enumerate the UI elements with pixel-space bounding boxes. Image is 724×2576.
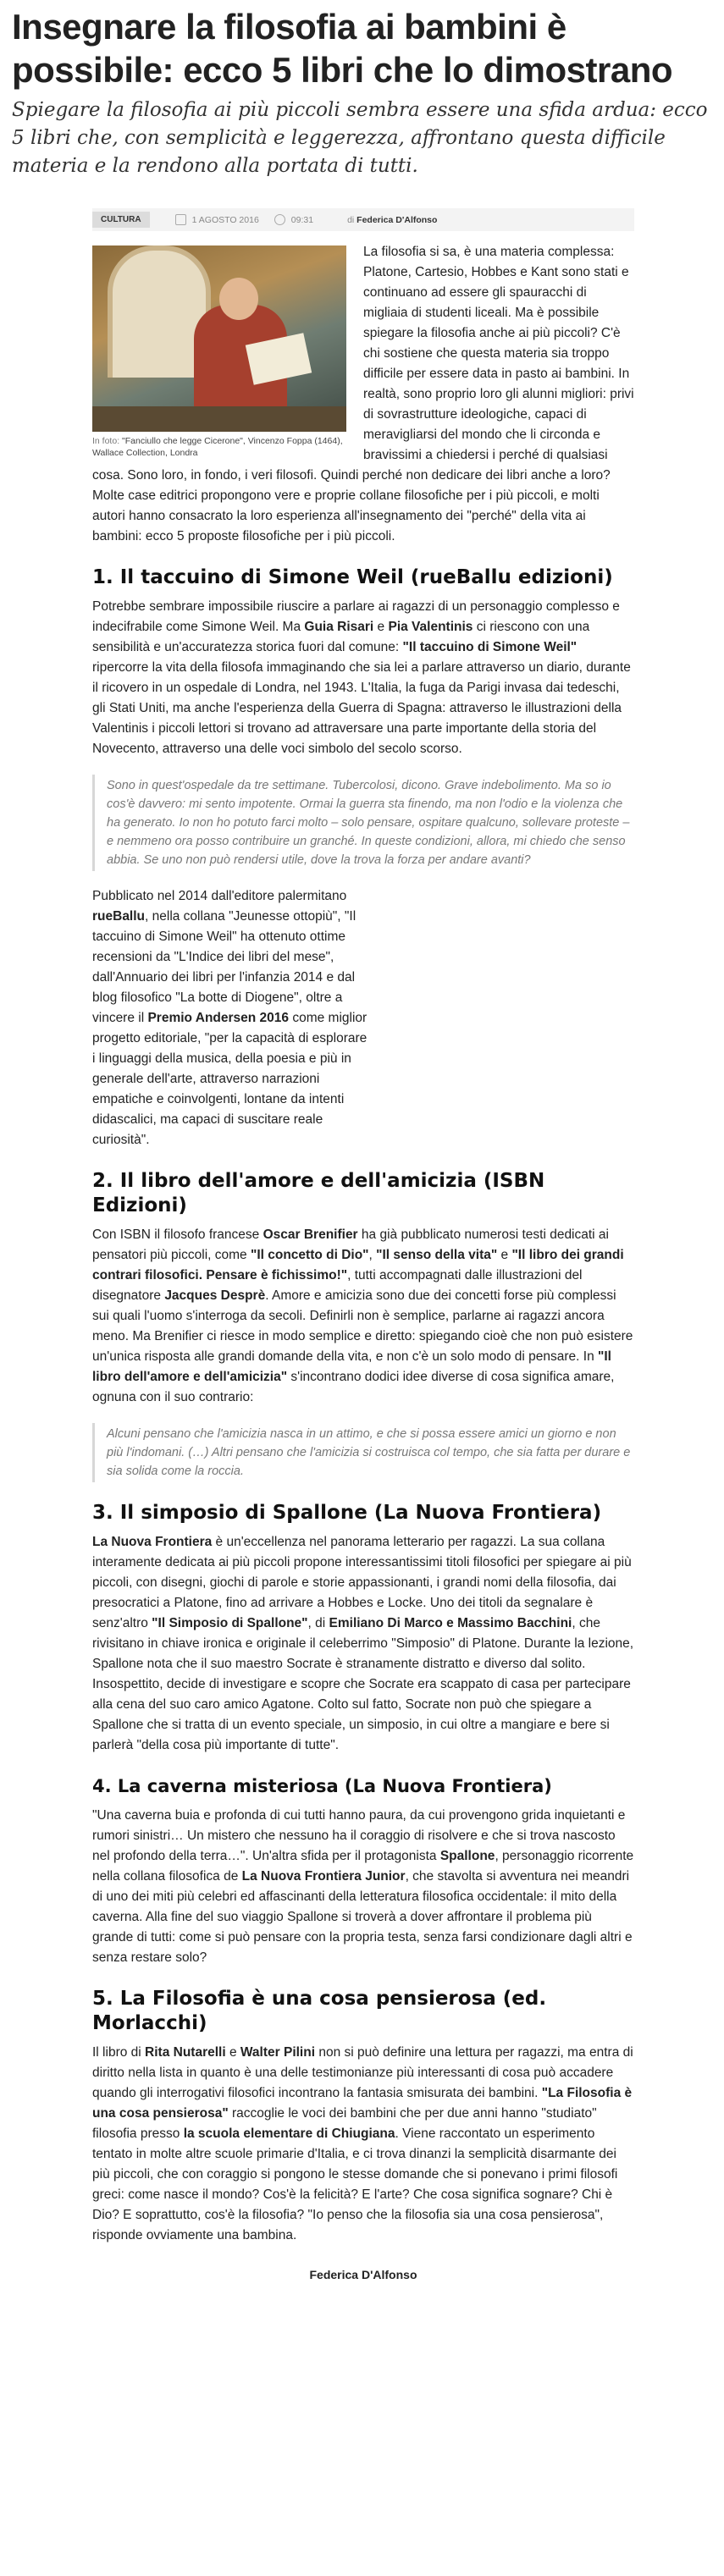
section-heading-2: 2. Il libro dell'amore e dell'amicizia (ISBN Edizioni) xyxy=(92,1170,545,1216)
section-heading-3: 3. Il simposio di Spallone (La Nuova Frontiera) xyxy=(92,1502,602,1524)
author-byline xyxy=(347,215,437,225)
page-title: Insegnare la filosofia ai bambini è possibile: ecco 5 libri che lo dimostrano xyxy=(12,7,673,90)
section-1-paragraph: Potrebbe sembrare impossibile riuscire a parlare ai ragazzi di un personaggio complesso e indecifrabile come Simone Weil. Ma Guia Risari e Pia Valentinis ci riescono con una sensibilità e un'accuratezza storica fuori dal comune: "Il taccuino di Simone Weil" ripercorre la vita della filosofa immaginando che sia lei a parlare attraverso un diario, durante il ricovero in un ospedale di Londra, nel 1943. L'Italia, la fuga da Parigi invasa dai tedeschi, gli Stati Uniti, ma anche l'esperienza della Guerra di Spagna: attraverso le illustrazioni della Valentinis i piccoli lettori si trovano ad attraversare una parte importante della storia del Novecento, attraverso una delle voci simbolo del secolo scorso. xyxy=(92,599,631,756)
category-badge[interactable]: CULTURA xyxy=(92,212,150,228)
article-meta-bar xyxy=(92,208,634,231)
article-subtitle: Spiegare la filosofia ai più piccoli sembra essere una sfida ardua: ecco 5 libri che, con semplicità e leggerezza, affrontano questa difficile materia e la rendono alla portata di tutti. xyxy=(12,99,708,177)
article-body xyxy=(92,242,634,2285)
section-5-paragraph: Il libro di Rita Nutarelli e Walter Pilini non si può definire una lettura per ragazzi, ma entra di diritto nella lista in quanto è una delle testimonianze più interessanti di cosa può accadere quando gli interrogativi filosofici incontrano la fantasia smisurata dei bambini. "La Filosofia è una cosa pensierosa" raccoglie le voci dei bambini che per due anni hanno "studiato" filosofia presso la scuola elementare di Chiugiana. Viene raccontato un esperimento tentato in molte altre scuole primarie d'Italia, e ci trova dinanzi la semplicità disarmante dei più piccoli, che con coraggio si pongono le stesse domande che si ponevano i primi filosofi greci: come nasce il mondo? Cos'è la felicità? E l'arte? Che cosa significa sognare? Chi è Dio? E soprattutto, cos'è la filosofia? "Io penso che la filosofia sia una cosa pensierosa", risponde ovviamente una bambina. xyxy=(92,2045,633,2242)
section-heading-5: 5. La Filosofia è una cosa pensierosa (ed. Morlacchi) xyxy=(92,1988,547,2034)
byline-prefix: di xyxy=(347,214,355,225)
calendar-icon xyxy=(175,214,186,225)
section-1-paragraph-2: Pubblicato nel 2014 dall'editore palermitano rueBallu, nella collana "Jeunesse ottopiù", "Il taccuino di Simone Weil" ha ottenuto ottime recensioni da "L'Indice dei libri del mese", dall'Annuario dei libri per l'infanzia 2014 e dal blog filosofico "La botte di Diogene", oltre a vincere il Premio Andersen 2016 come miglior progetto editoriale, "per la capacità di esplorare i linguaggi della musica, della poesia e più in generale dell'arte, attraverso narrazioni empatiche e coinvolgenti, lontane da intenti didascalici, ma capaci di suscitare reale curiosità". xyxy=(92,889,368,1147)
caption-prefix: In foto: xyxy=(92,436,123,446)
section-3-paragraph: La Nuova Frontiera è un'eccellenza nel panorama letterario per ragazzi. La sua collana interamente dedicata ai più piccoli propone interessantissimi titoli filosofici per spiegare ai più piccoli, con disegni, giochi di parole e storie appassionanti, i grandi nomi della filosofia, dai presocratici a Platone, fino ad arrivare a Hobbes e Locke. Uno dei titoli da segnalare è senz'altro "Il Simposio di Spallone", di Emiliano Di Marco e Massimo Bacchini, che rivisitano in chiave ironica e originale il celeberrimo "Simposio" di Platone. Durante la lezione, Spallone nota che il suo maestro Socrate è stranamente distratto e diverso dal solito. Insospettito, decide di investigare e scopre che Socrate era scappato di casa per partecipare alla cena del suo caro amico Agatone. Colto sul fatto, Socrate non può che spiegare a Spallone che si tratta di un evento speciale, un simposio, in cui oltre a mangiare e bere si parlerà "della cosa più importante di tutte". xyxy=(92,1535,634,1752)
section-4-paragraph: "Una caverna buia e profonda di cui tutti hanno paura, da cui provengono grida inquietanti e rumori sinistri… Un mistero che nessuno ha il coraggio di risolvere e che si trova nascosto nel profondo della terra…". Un'altra sfida per il protagonista Spallone, personaggio ricorrente nella collana filosofica de La Nuova Frontiera Junior, che stavolta si avventura nei meandri di uno dei miti più celebri ed affascinanti della letteratura filosofica occidentale: il mito della caverna. Alla fine del suo viaggio Spallone si troverà a dover affrontare il problema più grande di tutti: come si può pensare con la propria testa, senza farsi condizionare dagli altri e senza restare solo? xyxy=(92,1808,634,1965)
section-heading-1: 1. Il taccuino di Simone Weil (rueBallu edizioni) xyxy=(92,566,613,588)
blockquote-2: Alcuni pensano che l'amicizia nasca in un attimo, e che si possa essere amici un giorno e non più l'indomani. (…) Altri pensano che l'amicizia si costruisca col tempo, che sia fatta per durare e sia solida come la roccia. xyxy=(92,1423,634,1482)
figure-caption xyxy=(92,435,346,459)
caption-text: "Fanciullo che legge Cicerone", Vincenzo Foppa (1464), Wallace Collection, Londra xyxy=(92,436,343,458)
publish-date: 1 AGOSTO 2016 xyxy=(191,214,259,225)
section-2-paragraph: Con ISBN il filosofo francese Oscar Brenifier ha già pubblicato numerosi testi dedicati ai pensatori più piccoli, come "Il concetto di Dio", "Il senso della vita" e "Il libro dei grandi contrari filosofici. Pensare è fichissimo!", tutti accompagnati dalle illustrazioni del disegnatore Jacques Desprè. Amore e amicizia sono due dei concetti forse più complessi sui quali l'uomo s'interroga da secoli. Definirli non è semplice, parlarne ai ragazzi ancora meno. Ma Brenifier ci riesce in modo semplice e diretto: spiegando cioè che non può esistere un'unica risposta alle grandi domande della vita, e non c'è un solo modo di pensare. In "Il libro dell'amore e dell'amicizia" s'incontrano dodici idee diverse di cosa significa amare, ognuna con il suo contrario: xyxy=(92,1227,633,1404)
article-figure xyxy=(92,245,346,459)
clock-icon xyxy=(274,214,285,225)
intro-paragraph: La filosofia si sa, è una materia complessa: Platone, Cartesio, Hobbes e Kant sono stati e continuano ad essere gli spauracchi di migliaia di studenti liceali. Ma è possibile spiegare la filosofia anche ai più piccoli? C'è chi sostiene che questa materia sia troppo difficile per essere data in pasto ai bambini. In realtà, sono proprio loro gli alunni migliori: privi di sovrastrutture ideologiche, capaci di meravigliarsi del mondo che li circonda e bravissimi a chiedersi i perché di qualsiasi cosa. Sono loro, in fondo, i veri filosofi. Quindi perché non dedicare dei libri anche a loro? Molte case editrici propongono vere e proprie collane filosofiche per i più piccoli, e molti autori hanno consacrato la loro esperienza all'insegnamento dei "perché" della vita ai bambini: ecco 5 proposte filosofiche per i più piccoli. xyxy=(92,245,634,543)
section-heading-4: 4. La caverna misteriosa (La Nuova Frontiera) xyxy=(92,1776,552,1796)
footer-author[interactable]: Federica D'Alfonso xyxy=(309,2268,417,2281)
publish-time: 09:31 xyxy=(290,214,314,225)
painting-image xyxy=(92,245,346,432)
blockquote-1: Sono in quest'ospedale da tre settimane. Tubercolosi, dicono. Grave indebolimento. Ma so io cos'è davvero: mi sento impotente. Ormai la guerra sta finendo, ma non l'odio e la violenza che ha generato. Io non ho potuto farci molto – solo pensare, ospitare qualcuno, sollevare proteste – e nemmeno ora posso contribuire un granché. In queste condizioni, allora, mi chiedo che senso abbia. Se uno non può rendersi utile, dove la trova la forza per andare avanti? xyxy=(92,775,634,871)
author-link[interactable]: Federica D'Alfonso xyxy=(356,214,438,225)
